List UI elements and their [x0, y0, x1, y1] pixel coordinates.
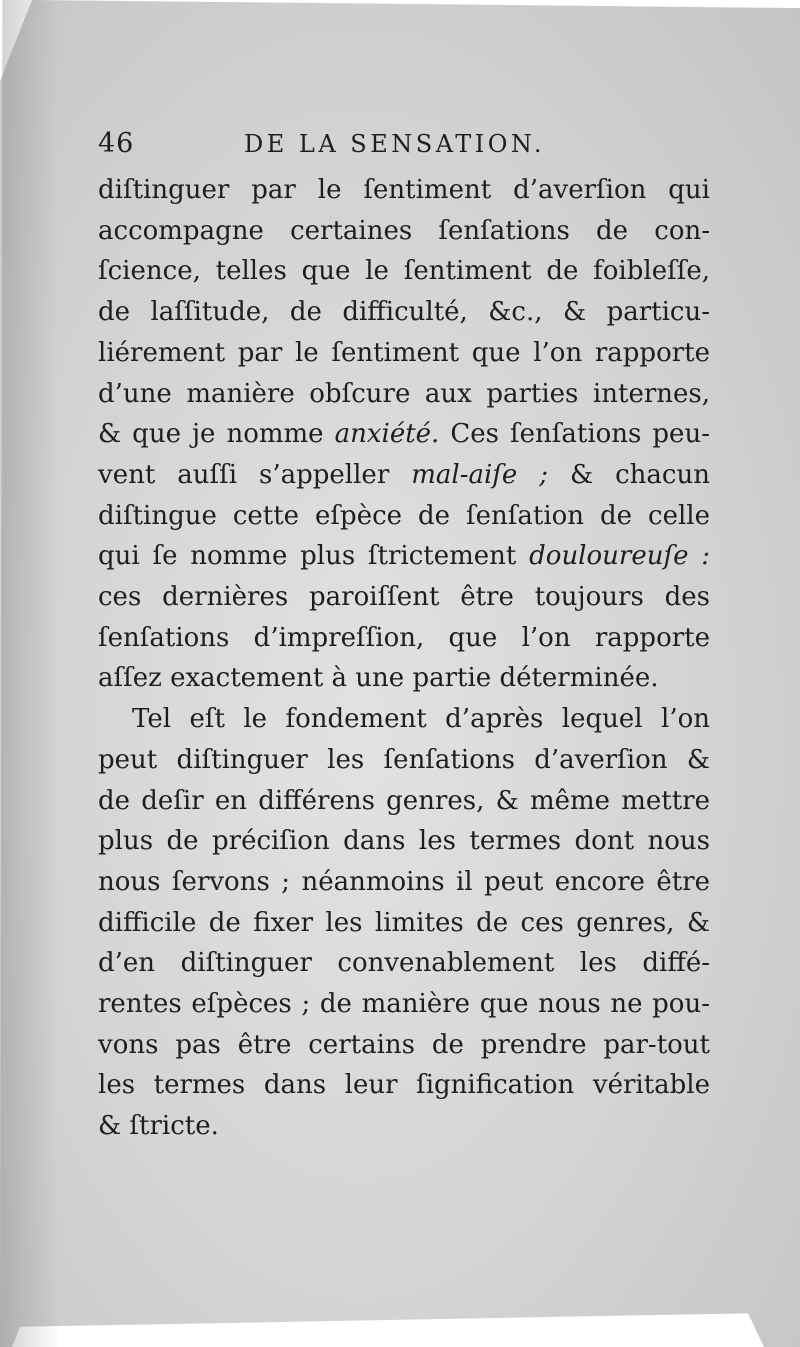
- page-number: 46: [98, 128, 135, 159]
- text-line: [98, 414, 710, 455]
- text-line: Tel eſt le fondement d’après lequel l’on: [132, 704, 710, 735]
- text-line: nous ſervons ; néanmoins il peut encore être: [98, 866, 710, 897]
- text-line: de deſir en différens genres, & même mettre: [98, 785, 710, 816]
- text-line: d’une manière obſcure aux parties internes,: [98, 378, 710, 409]
- text-line: aſſez exactement à une partie déterminée.: [98, 663, 659, 694]
- text-segment: vent auſſi s’appeller: [98, 459, 412, 490]
- text-line: ſenſations d’impreſſion, que l’on rapporte: [98, 622, 710, 653]
- body-text: [98, 170, 710, 1147]
- text-line: peut diſtinguer les ſenſations d’averſion &: [98, 744, 710, 775]
- text-segment: & chacun: [548, 459, 710, 490]
- text-line: [98, 455, 710, 496]
- text-line: diſtingue cette eſpèce de ſenſation de celle: [98, 500, 710, 531]
- page-edge-shadow: [0, 0, 60, 1347]
- text-line: rentes eſpèces ; de manière que nous ne pou-: [98, 989, 710, 1020]
- text-line: plus de préciſion dans les termes dont nous: [98, 826, 710, 857]
- text-line: ces dernières paroiſſent être toujours des: [98, 582, 710, 613]
- text-segment: Ces ſenſations peu-: [439, 419, 710, 450]
- running-head: DE LA SENSATION.: [244, 130, 545, 158]
- italic-term: douloureuſe :: [529, 541, 710, 572]
- text-line: accompagne certaines ſenſations de con-: [98, 215, 710, 246]
- text-segment: qui ſe nomme plus ſtrictement: [98, 541, 530, 572]
- text-line: liérement par le ſentiment que l’on rapporte: [98, 337, 710, 368]
- text-line: les termes dans leur ſignification véritable: [98, 1070, 710, 1101]
- text-line: diſtinguer par le ſentiment d’averſion qui: [98, 175, 710, 205]
- italic-term: mal-aiſe ;: [411, 459, 549, 490]
- text-line: difficile de fixer les limites de ces genres, &: [98, 907, 710, 938]
- text-line: & ſtricte.: [98, 1111, 219, 1142]
- text-line: ſcience, telles que le ſentiment de foibleſſe,: [98, 256, 710, 287]
- text-line: de laſſitude, de difficulté, &c., & particu-: [98, 297, 710, 328]
- text-line: [98, 536, 710, 577]
- page-header: [98, 126, 708, 166]
- text-line: vons pas être certains de prendre par-tout: [98, 1029, 710, 1060]
- paragraph-1: [98, 170, 710, 699]
- paragraph-2: [98, 699, 710, 1147]
- text-line: d’en diſtinguer convenablement les diffé-: [98, 948, 710, 979]
- text-segment: & que je nomme: [98, 419, 335, 450]
- italic-term: anxiété.: [334, 419, 440, 450]
